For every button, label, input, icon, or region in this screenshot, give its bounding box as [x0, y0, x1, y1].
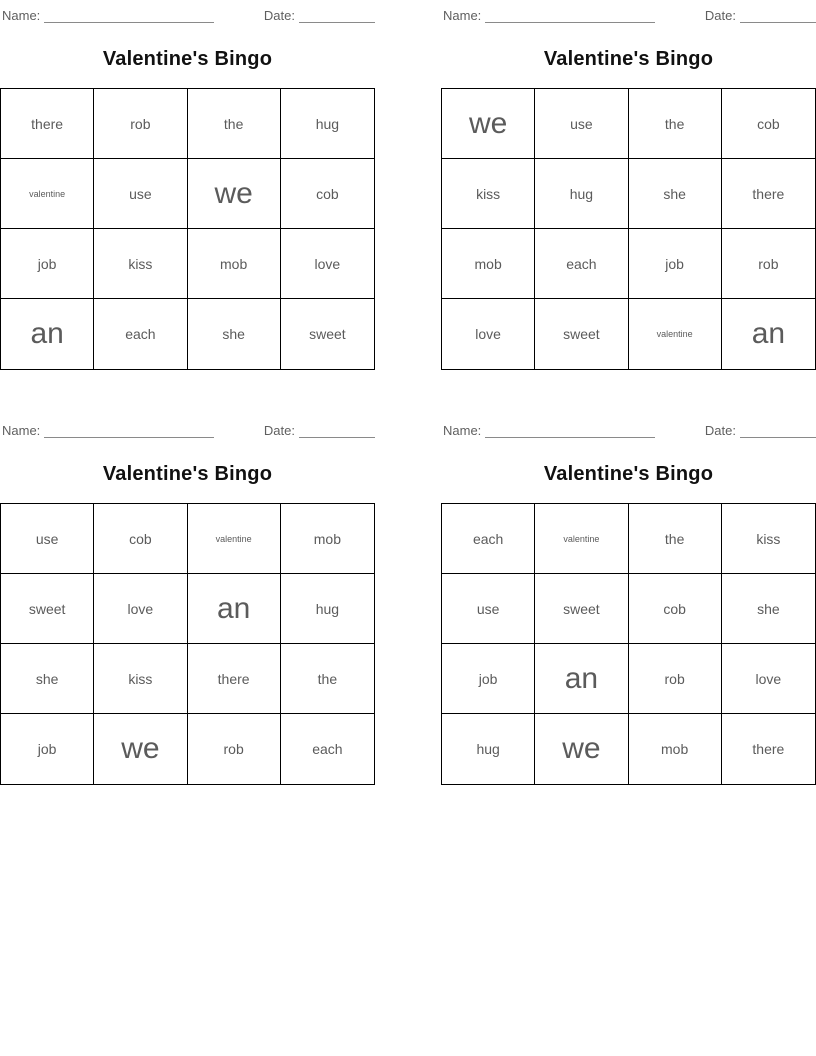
card-title: Valentine's Bingo	[102, 463, 273, 485]
bingo-cell: kiss	[94, 644, 187, 714]
bingo-cell: kiss	[722, 504, 815, 574]
bingo-cell: valentine	[629, 299, 722, 369]
card-title: Valentine's Bingo	[102, 48, 273, 70]
bingo-cell: rob	[722, 229, 815, 299]
bingo-cell: we	[442, 89, 535, 159]
bingo-cell: she	[188, 299, 281, 369]
bingo-cell: job	[1, 714, 94, 784]
bingo-grid	[0, 88, 375, 370]
bingo-cell: mob	[629, 714, 722, 784]
bingo-cell: valentine	[535, 504, 628, 574]
bingo-cell: job	[442, 644, 535, 714]
bingo-card-top-right	[441, 5, 816, 370]
bingo-cell: love	[442, 299, 535, 369]
bingo-cell: love	[281, 229, 374, 299]
bingo-cell: love	[94, 574, 187, 644]
bingo-cell: job	[629, 229, 722, 299]
name-date-row	[0, 5, 375, 23]
bingo-grid	[441, 503, 816, 785]
bingo-cell: an	[1, 299, 94, 369]
bingo-card-bottom-right	[441, 420, 816, 785]
bingo-cell: mob	[442, 229, 535, 299]
bingo-cell: mob	[281, 504, 374, 574]
name-label: Name:	[2, 8, 41, 23]
bingo-cell: rob	[629, 644, 722, 714]
name-date-row	[441, 5, 816, 23]
name-date-row	[441, 420, 816, 438]
date-label: Date:	[263, 8, 295, 23]
date-blank-line	[299, 424, 375, 438]
bingo-cell: cob	[281, 159, 374, 229]
bingo-cell: there	[722, 159, 815, 229]
name-blank-line	[44, 9, 214, 23]
bingo-cell: hug	[281, 574, 374, 644]
bingo-cell: rob	[188, 714, 281, 784]
name-label: Name:	[2, 423, 41, 438]
bingo-cell: hug	[442, 714, 535, 784]
date-label: Date:	[704, 423, 736, 438]
bingo-cell: we	[535, 714, 628, 784]
date-blank-line	[299, 9, 375, 23]
bingo-grid	[0, 503, 375, 785]
bingo-cell: an	[535, 644, 628, 714]
bingo-cell: sweet	[535, 574, 628, 644]
bingo-cell: each	[442, 504, 535, 574]
bingo-cell: hug	[535, 159, 628, 229]
bingo-cell: valentine	[1, 159, 94, 229]
card-title: Valentine's Bingo	[543, 48, 714, 70]
name-date-row	[0, 420, 375, 438]
date-label: Date:	[263, 423, 295, 438]
bingo-grid	[441, 88, 816, 370]
bingo-cell: use	[94, 159, 187, 229]
bingo-cell: kiss	[442, 159, 535, 229]
bingo-cell: an	[188, 574, 281, 644]
bingo-cell: each	[535, 229, 628, 299]
bingo-cell: there	[188, 644, 281, 714]
bingo-cell: each	[312, 741, 343, 757]
card-title: Valentine's Bingo	[543, 463, 714, 485]
bingo-cell: there	[752, 741, 785, 757]
bingo-cell: rob	[94, 89, 187, 159]
date-blank-line	[740, 9, 816, 23]
name-blank-line	[485, 9, 655, 23]
date-label: Date:	[704, 8, 736, 23]
bingo-card-bottom-left	[0, 420, 375, 785]
bingo-cell: she	[629, 159, 722, 229]
bingo-card-top-left	[0, 5, 375, 370]
date-blank-line	[740, 424, 816, 438]
bingo-cell: the	[281, 644, 374, 714]
bingo-cell: use	[535, 89, 628, 159]
bingo-cell: kiss	[94, 229, 187, 299]
bingo-cell: use	[1, 504, 94, 574]
bingo-cell: sweet	[309, 326, 346, 342]
bingo-cell: the	[629, 504, 722, 574]
bingo-cell: cob	[94, 504, 187, 574]
bingo-cell: the	[188, 89, 281, 159]
name-label: Name:	[443, 8, 482, 23]
bingo-cell: each	[94, 299, 187, 369]
bingo-cell: there	[1, 89, 94, 159]
bingo-cell: sweet	[535, 299, 628, 369]
name-label: Name:	[443, 423, 482, 438]
bingo-cell: hug	[281, 89, 374, 159]
bingo-cell: use	[442, 574, 535, 644]
bingo-cell: the	[629, 89, 722, 159]
bingo-cell: sweet	[1, 574, 94, 644]
bingo-cell: mob	[188, 229, 281, 299]
bingo-cell: we	[94, 714, 187, 784]
bingo-cell: cob	[629, 574, 722, 644]
name-blank-line	[44, 424, 214, 438]
bingo-cell: valentine	[188, 504, 281, 574]
bingo-cell: cob	[722, 89, 815, 159]
bingo-cell: love	[722, 644, 815, 714]
bingo-cell: she	[1, 644, 94, 714]
bingo-cell: an	[751, 317, 786, 350]
bingo-cell: she	[722, 574, 815, 644]
bingo-cell: we	[188, 159, 281, 229]
name-blank-line	[485, 424, 655, 438]
bingo-cell: job	[1, 229, 94, 299]
